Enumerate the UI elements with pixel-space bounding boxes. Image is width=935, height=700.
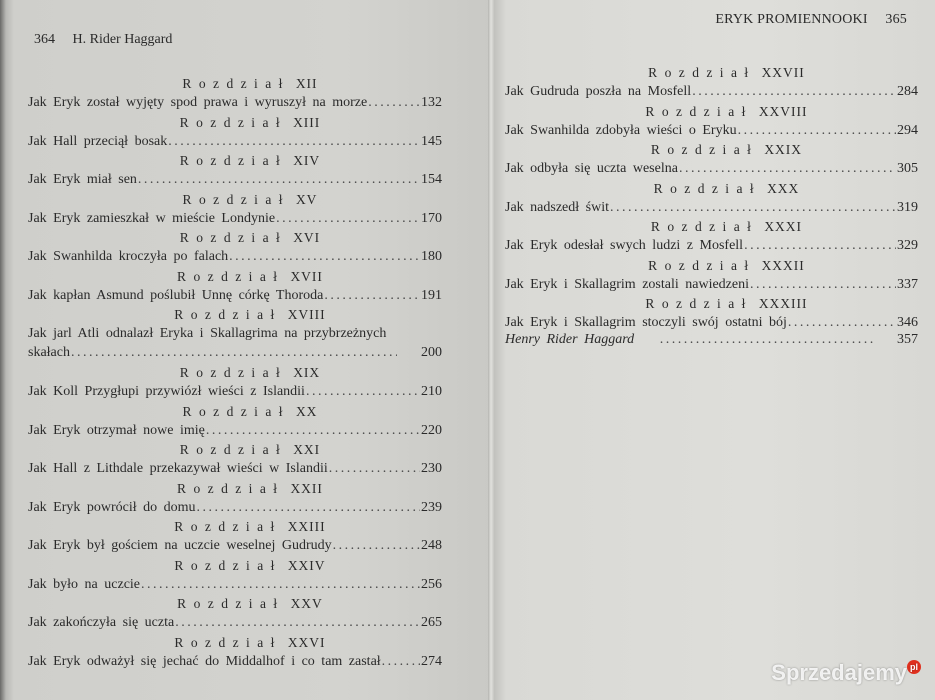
chapter-page: 132 (421, 95, 442, 110)
chapter-label: Rozdział XXXIII (645, 296, 808, 311)
running-head-right (715, 12, 907, 28)
dot-leader (368, 93, 420, 112)
chapter-page: 154 (421, 172, 442, 187)
dot-leader (276, 209, 420, 228)
toc-chapter (28, 480, 442, 519)
dot-leader (324, 286, 420, 305)
chapter-title: Jak Eryk odesłał swych ludzi z Mosfell (505, 238, 744, 253)
chapter-page: 180 (421, 249, 442, 264)
chapter-page: 145 (421, 133, 442, 149)
chapter-label: Rozdział XXVIII (645, 103, 808, 119)
table-of-contents (28, 75, 442, 672)
book-title: ERYK PROMIENNOOKI (715, 12, 868, 27)
chapter-title: Jak było na uczcie (28, 576, 141, 592)
table-of-contents (505, 64, 918, 349)
toc-chapter (28, 152, 442, 191)
chapter-title: Jak Eryk był gościem na uczcie weselnej Gudrudy (28, 538, 332, 553)
dot-leader (229, 247, 420, 266)
chapter-page: 256 (421, 576, 442, 592)
toc-chapter (28, 75, 442, 114)
chapter-label: Rozdział XIII (179, 114, 321, 130)
chapter-title: Jak Swanhilda zdobyła wieści o Eryku (505, 122, 737, 138)
page-number: 364 (34, 32, 55, 47)
book-gutter (488, 0, 494, 700)
toc-chapter (505, 64, 918, 103)
chapter-page: 239 (421, 499, 442, 515)
chapter-title: Jak odbyła się uczta weselna (505, 161, 678, 176)
dot-leader (197, 498, 420, 517)
dot-leader (333, 536, 420, 555)
toc-chapter (28, 518, 442, 557)
chapter-label: Rozdział XXVII (648, 65, 805, 80)
chapter-page: 274 (421, 653, 442, 669)
right-page (492, 0, 935, 700)
toc-chapter (28, 229, 442, 268)
running-head-left (34, 32, 172, 48)
dot-leader (168, 132, 420, 151)
chapter-label: Rozdział XXXII (648, 257, 805, 273)
chapter-page: 305 (897, 161, 918, 176)
chapter-page: 319 (897, 199, 918, 215)
chapter-label: Rozdział XVI (179, 230, 321, 245)
dot-leader (138, 170, 420, 189)
dot-leader (744, 236, 896, 255)
toc-chapter (505, 103, 918, 142)
toc-chapter (28, 268, 442, 307)
chapter-title: Jak nadszedł świt (505, 199, 609, 215)
chapter-page: 191 (421, 287, 442, 303)
toc-chapter (28, 634, 442, 673)
chapter-label: Rozdział XX (182, 403, 318, 419)
dot-leader (71, 343, 397, 362)
toc-chapter (28, 403, 442, 442)
page-number: 365 (885, 12, 907, 27)
toc-chapter (505, 141, 918, 180)
chapter-label: Rozdział XVII (177, 268, 323, 284)
chapter-label: Rozdział XXIV (174, 557, 326, 573)
chapter-page: 284 (897, 84, 918, 99)
chapter-title: Jak Eryk i Skallagrim zostali nawiedzeni (505, 276, 749, 292)
chapter-label: Rozdział XXI (179, 442, 321, 457)
chapter-title: Jak Eryk otrzymał nowe imię (28, 422, 205, 438)
chapter-page: 346 (897, 315, 918, 330)
chapter-label: Rozdział XXV (177, 596, 323, 611)
chapter-label: Rozdział XIV (179, 153, 321, 168)
toc-chapter (28, 191, 442, 230)
toc-chapter (505, 295, 918, 334)
chapter-label: Rozdział XXII (177, 480, 323, 496)
chapter-label: Rozdział XXIX (650, 142, 803, 157)
toc-chapter (28, 557, 442, 596)
chapter-label: Rozdział XIX (179, 365, 321, 380)
dot-leader (660, 330, 875, 349)
dot-leader (750, 275, 896, 294)
chapter-page: 294 (897, 122, 918, 138)
chapter-title: Jak Eryk powrócił do domu (28, 499, 196, 515)
chapter-title: Jak jarl Atli odnalazł Eryka i Skallagrima na przybrzeżnych (28, 326, 387, 341)
toc-afterword (505, 330, 918, 349)
toc-chapter (505, 218, 918, 257)
dot-leader (306, 382, 420, 401)
afterword-title: Henry Rider Haggard (505, 331, 635, 347)
dot-leader (738, 121, 896, 140)
chapter-title: Jak Koll Przygłupi przywiózł wieści z Islandii (28, 384, 305, 399)
chapter-title: Jak Swanhilda kroczyła po falach (28, 249, 229, 264)
chapter-page: 329 (897, 238, 918, 253)
chapter-title: Jak Eryk został wyjęty spod prawa i wyruszył na morze (28, 95, 368, 110)
chapter-title: Jak Eryk miał sen (28, 172, 137, 187)
watermark-logo: Sprzedajemy pl (771, 660, 921, 686)
chapter-label: Rozdział XXX (653, 180, 800, 196)
toc-chapter (28, 364, 442, 403)
chapter-title: Jak Hall z Lithdale przekazywał wieści w Islandii (28, 461, 328, 476)
chapter-title: Jak Eryk i Skallagrim stoczyli swój ostatni bój (505, 315, 787, 330)
chapter-page: 337 (897, 276, 918, 292)
dot-leader (679, 159, 896, 178)
dot-leader (175, 613, 420, 632)
dot-leader (329, 459, 420, 478)
chapter-page: 200 (421, 345, 442, 360)
chapter-page: 230 (421, 461, 442, 476)
chapter-title: Jak Eryk odważył się jechać do Middalhof i co tam zastał (28, 653, 381, 669)
toc-chapter (505, 257, 918, 296)
chapter-page: 220 (421, 422, 442, 438)
chapter-title: Jak Gudruda poszła na Mosfell (505, 84, 692, 99)
chapter-label: Rozdział XXVI (174, 634, 326, 650)
toc-chapter (28, 441, 442, 480)
toc-chapter (28, 595, 442, 634)
chapter-title: Jak Hall przeciął bosak (28, 133, 168, 149)
chapter-title: Jak zakończyła się uczta (28, 615, 175, 630)
chapter-label: Rozdział XV (182, 191, 318, 207)
toc-chapter (28, 114, 442, 153)
dot-leader (382, 652, 420, 671)
chapter-title: Jak Eryk zamieszkał w mieście Londynie (28, 210, 276, 226)
dot-leader (206, 421, 420, 440)
chapter-label: Rozdział XII (182, 76, 318, 91)
toc-chapter (505, 180, 918, 219)
chapter-title: Jak kapłan Asmund poślubił Unnę córkę Thoroda (28, 287, 324, 303)
dot-leader (141, 575, 420, 594)
chapter-page: 248 (421, 538, 442, 553)
afterword-page: 357 (897, 331, 918, 347)
chapter-page: 210 (421, 384, 442, 399)
dot-leader (692, 82, 896, 101)
dot-leader (610, 198, 896, 217)
chapter-page: 170 (421, 210, 442, 226)
toc-chapter (28, 306, 442, 364)
chapter-label: Rozdział XXXI (650, 219, 803, 234)
chapter-title-cont: skałach (28, 345, 70, 360)
author-name: H. Rider Haggard (72, 32, 173, 47)
chapter-label: Rozdział XVIII (174, 307, 326, 322)
chapter-page: 265 (421, 615, 442, 630)
chapter-label: Rozdział XXIII (174, 519, 326, 534)
